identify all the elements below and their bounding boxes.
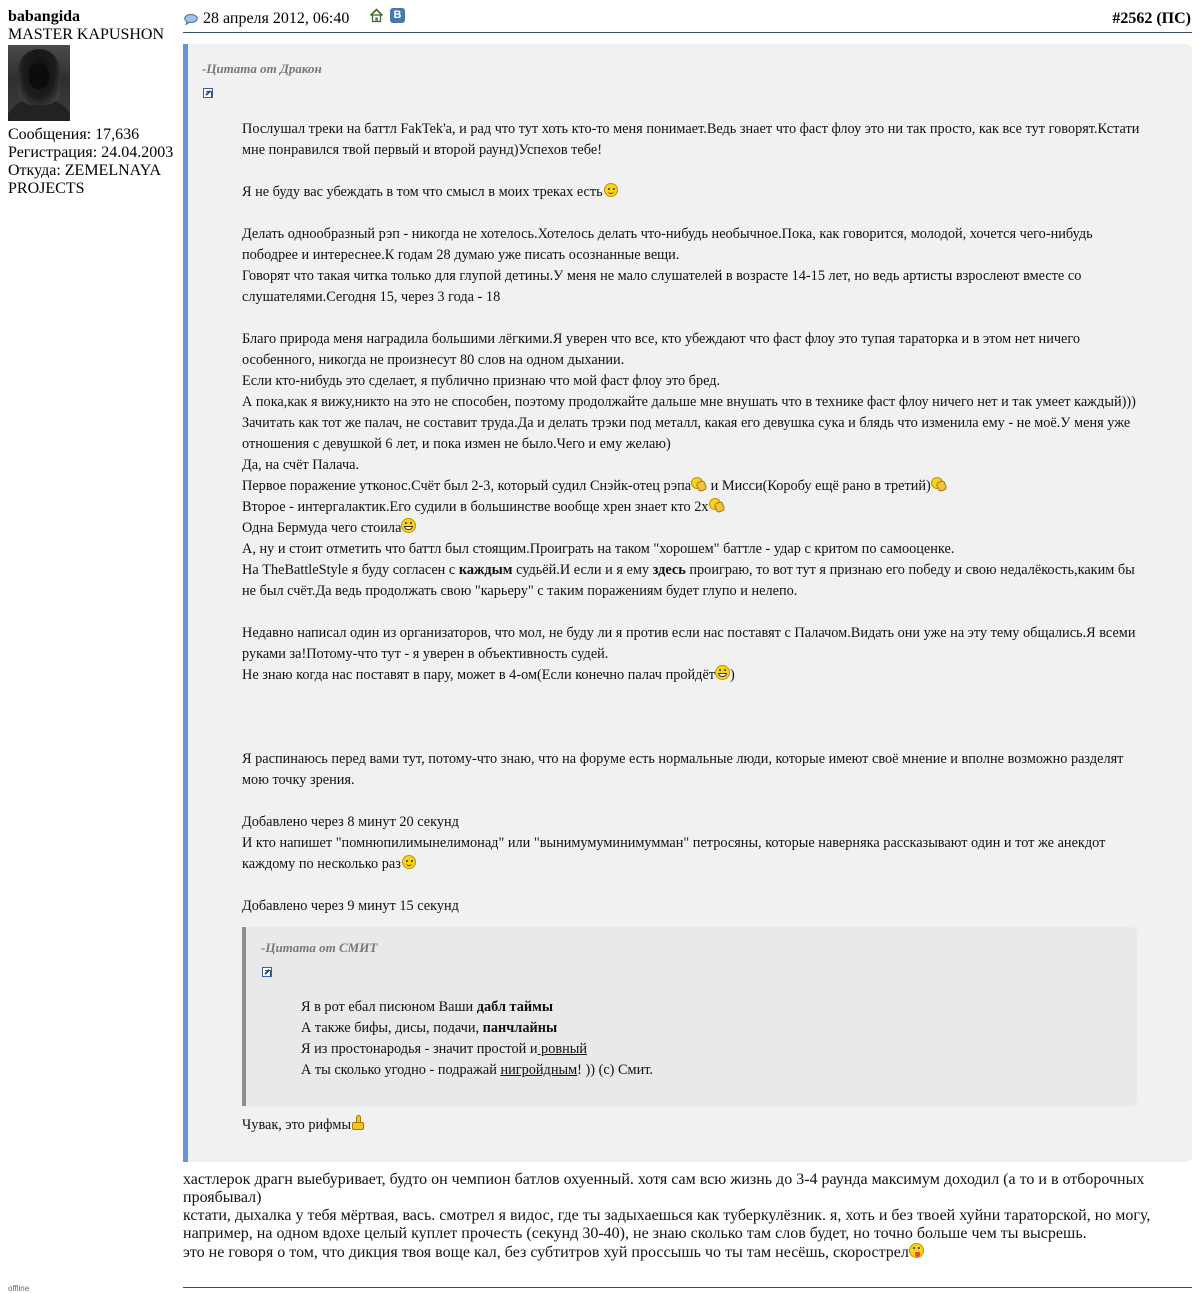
quote-line: Я не буду вас убеждать в том что смысл в моих треках есть [242,182,1142,203]
quote-line: А пока,как я вижу,никто на это не способен, поэтому продолжайте дальше мне внушать что в технике фаст флоу ничего нет и так умеет каждый))) [242,394,1136,410]
vk-icon[interactable]: В [390,8,405,23]
quote-line: Я распинаюсь перед вами тут, потому-что знаю, что на форуме есть нормальные люди, которые имеют своё мнение и вполне возможно разделят мою точку зрения. [242,751,1124,788]
quote-line: Второе - интергалактик.Его судили в большинстве вообще хрен знает кто 2х [242,497,1142,518]
username[interactable]: babangida [8,8,81,25]
quote-line: Чувак, это рифмы [242,1115,365,1136]
reply-line: это не говоря о том, что дикция твоя воще кал, без субтитров хуй проссышь чо ты там несёшь, скорострел [183,1243,1192,1262]
clap-icon [931,477,947,491]
quote-line: Добавлено через 8 минут 20 секунд [242,814,459,830]
quote-line: Добавлено через 9 минут 15 секунд [242,898,459,914]
quote-body [242,119,1142,917]
quote-link-icon[interactable] [203,88,213,98]
post-date-wrap [184,9,349,29]
post-date: 28 апреля 2012, 06:40 [203,10,350,27]
inner-quote-block [242,927,1137,1106]
avatar[interactable] [8,45,70,121]
post-divider [183,1287,1192,1288]
inner-quote-line: Я в рот ебал писюном Ваши дабл таймы [301,999,554,1015]
home-icon[interactable] [369,8,384,23]
post-reply-text [183,1171,1192,1262]
quote-line: Да, на счёт Палача. [242,457,360,473]
quote-line: Благо природа меня наградила большими лёгкими.Я уверен что все, кто убеждают что фаст флоу это тупая тараторка и в этом нет ничего особенного, никогда не произнесут 80 слов на одном дыхании. [242,331,1081,368]
reply-line: кстати, дыхалка у тебя мёртвая, вась. смотрел я видос, где ты задыхаешься как туберкулёзник. я, хоть и без твоей хуйни тараторской, но могу, например, на одном вдохе целый куплет прочесть (секунд 30-40), не знаю сколько там слов будет, но точно больше чем ты высрешь. [183,1207,1151,1242]
clap-icon [709,498,725,512]
post-icons [369,8,405,23]
inner-quote-line: Я из простонародья - значит простой и ровный [301,1041,588,1057]
user-sidebar [8,8,178,198]
quote-block [183,44,1192,1162]
quote-line: Первое поражение утконос.Счёт был 2-3, который судил Снэйк-отец рэпа и Мисси(Коробу ещё рано в третий) [242,476,1142,497]
inner-quote-line: А ты сколько угодно - подражай нигройдным! )) (c) Смит. [301,1062,653,1078]
user-posts-count: Сообщения: 17,636 [8,126,140,143]
quote-line: Послушал треки на баттл FakTek'a, и рад что тут хоть кто-то меня понимает.Ведь знает что фаст флоу это ни так просто, как все тут говорят.Кстати мне понравился твой первый и второй раунд)Успехов тебе! [242,121,1140,158]
clap-icon [691,477,707,491]
thumbs-up-icon [351,1115,365,1131]
quote-line: А, ну и стоит отметить что баттл был стоящим.Проиграть на таком "хорошем" баттле - удар с критом по самооценке. [242,541,955,557]
quote-line: И кто напишет "помнюпилимынелимонад" или "вынимумуминимумман" петросяны, которые наверняка рассказывают один и тот же анекдот каждому по несколько раз [242,835,1106,872]
inner-quote-line: А также бифы, дисы, подачи, панчлайны [301,1020,558,1036]
quote-line: Не знаю когда нас поставят в пару, может в 4-ом(Если конечно палач пройдёт ) [242,667,735,683]
quote-line: Говорят что такая читка только для глупой детины.У меня не мало слушателей в возрасте 14-15 лет, но ведь артисты взрослеют вместе со слушателями.Сегодня 15, через 3 года - 18 [242,268,1082,305]
speech-bubble-icon [184,14,198,25]
quote-closing [242,1115,365,1136]
grin-icon [401,518,416,533]
quote-line: Зачитать как тот же палач, не составит труда.Да и делать трэки под металл, какая его девушка сука и блядь что изменила ему - не моё.У меня уже отношения с девушкой 6 лет, и пока измен не было.Чего и ему желаю) [242,415,1131,452]
quote-cite: -Цитата от Дракон [202,61,322,76]
quote-line: Если кто-нибудь это сделает, я публично признаю что мой фаст флоу это бред. [242,373,721,389]
tongue-smile-icon [909,1243,924,1258]
grin-icon [715,665,730,680]
inner-quote-link-icon[interactable] [262,967,272,977]
smile-icon [604,183,618,197]
inner-quote-body [301,997,1121,1081]
quote-line: Одна Бермуда чего стоила [242,518,1142,539]
post-header [183,8,1192,33]
inner-quote-cite: -Цитата от СМИТ [261,940,378,955]
avatar-face [29,63,49,89]
smile-icon [402,855,416,869]
post-number[interactable]: #2562 (ПС) [1112,10,1191,27]
reply-line: хастлерок драгн выебуривает, будто он чемпион батлов охуенный. хотя сам всю жизнь до 3-4 раунда максимум доходил (а то и в отборочных проябывал) [183,1171,1145,1206]
user-registration: Регистрация: 24.04.2003 [8,144,174,161]
quote-line: На TheBattleStyle я буду согласен с каждым судьёй.И если и я ему здесь проиграю, то вот тут я признаю его победу и свою недалёкость,каким бы не был счёт.Да ведь продолжать свою "карьеру" с таким поражениям будет глупо и нелепо. [242,562,1135,599]
online-status: offline [8,1284,30,1293]
quote-line: Недавно написал один из организаторов, что мол, не буду ли я против если нас поставят с Палачом.Видать они уже на эту тему общались.Я всеми руками за!Потому-что тут - я уверен в объективность судей. [242,625,1136,662]
user-rank: MASTER KAPUSHON [8,26,165,43]
user-location: Откуда: ZEMELNAYA PROJECTS [8,162,161,197]
quote-line: Делать однообразный рэп - никогда не хотелось.Хотелось делать что-нибудь необычное.Пока, как говорится, молодой, хочется чего-нибудь пободрее и интереснее.К годам 28 думаю уже писать осознанные вещи. [242,226,1093,263]
